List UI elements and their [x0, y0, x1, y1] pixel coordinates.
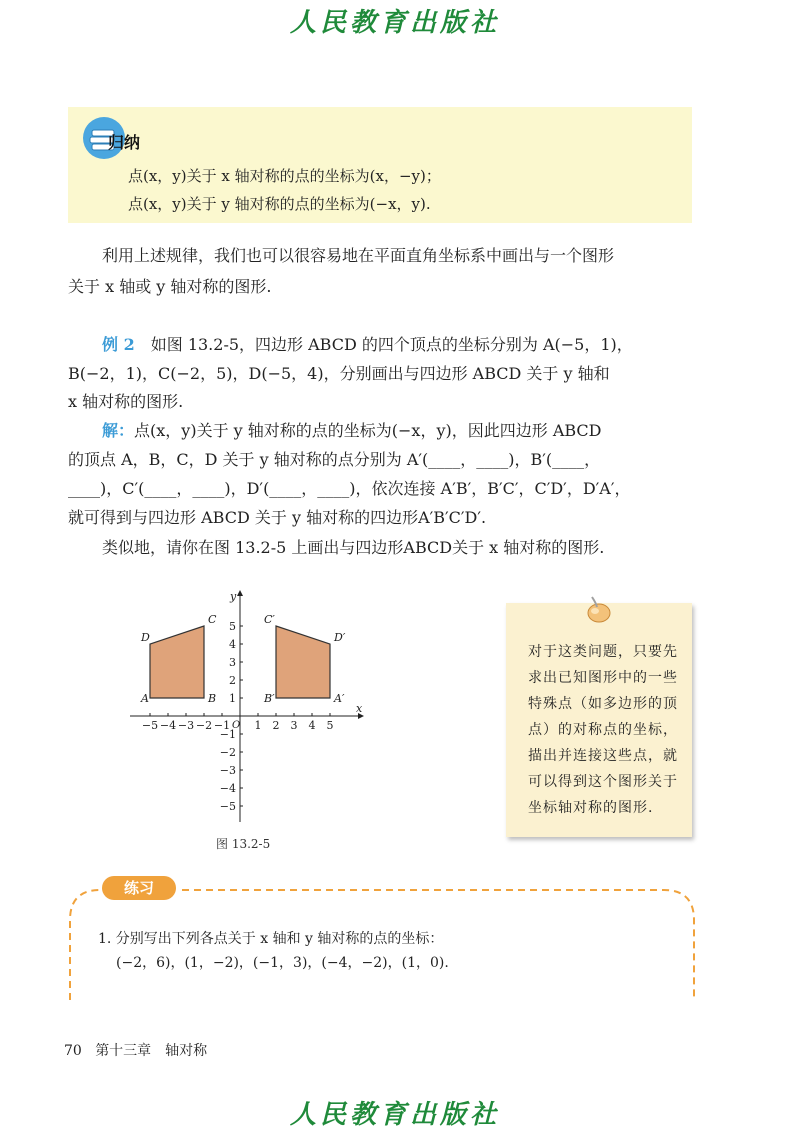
x-tick-label: −1	[213, 719, 231, 732]
vertex-label: C	[208, 613, 217, 626]
x-tick-label: −3	[177, 719, 195, 732]
polygon-1	[150, 626, 204, 698]
summary-line-2: 点(x，y)关于 y 轴对称的点的坐标为(−x，y).	[128, 195, 431, 213]
note-text: 对于这类问题，只要先求出已知图形中的一些特殊点（如多边形的顶点）的对称点的坐标，描出并连接这些点，就可以得到这个图形关于坐标轴对称的图形.	[528, 644, 678, 816]
y-tick-label: 3	[229, 656, 236, 669]
x-axis-label: x	[356, 702, 363, 715]
y-tick-label: −4	[219, 782, 236, 795]
exercise-tab: 练习	[102, 876, 176, 900]
summary-title: 归纳	[108, 133, 141, 152]
solution-line-4: 就可得到与四边形 ABCD 关于 y 轴对称的四边形A′B′C′D′.	[68, 508, 487, 527]
example-text-1: 如图 13.2-5，四边形 ABCD 的四个顶点的坐标分别为 A(−5，1)，	[150, 335, 633, 354]
x-tick-label: 5	[326, 719, 334, 732]
solution-text-1: 点(x，y)关于 y 轴对称的点的坐标为(−x，y)，因此四边形 ABCD	[134, 421, 602, 440]
vertex-label: D′	[334, 631, 346, 644]
thumbtack-icon	[584, 593, 614, 631]
x-tick-label: −2	[195, 719, 213, 732]
exercise-item-1: 1. 分别写出下列各点关于 x 轴和 y 轴对称的点的坐标：	[98, 931, 444, 947]
example-line-3: x 轴对称的图形.	[68, 392, 184, 411]
coordinate-figure	[130, 588, 380, 828]
x-tick-label: 2	[272, 719, 280, 732]
y-tick-label: 5	[229, 620, 236, 633]
page-footer	[64, 1040, 207, 1060]
example-line-1	[102, 337, 633, 353]
y-tick-label: −2	[219, 746, 236, 759]
publisher-logo-bottom: 人民教育出版社	[290, 1100, 501, 1130]
y-tick-label: −3	[219, 764, 236, 777]
y-tick-label: −5	[219, 800, 236, 813]
vertex-label: A′	[334, 692, 345, 705]
solution-line-2: 的顶点 A，B，C，D 关于 y 轴对称的点分别为 A′(____，____)，B′(____，	[68, 450, 601, 469]
origin-label: O	[232, 720, 241, 731]
x-tick-label: 3	[290, 719, 298, 732]
y-tick-label: 4	[229, 638, 236, 651]
vertex-label: C′	[264, 613, 275, 626]
solution-line-1	[102, 423, 602, 439]
follow-up-line: 类似地，请你在图 13.2-5 上画出与四边形ABCD关于 x 轴对称的图形.	[102, 538, 605, 557]
solution-line-3: ____)，C′(____，____)，D′(____，____)，依次连接 A′B′，B′C′，C′D′，D′A′，	[68, 479, 631, 498]
x-tick-label: −4	[159, 719, 177, 732]
note-box	[506, 603, 692, 837]
solution-label: 解：	[102, 421, 135, 440]
page-number: 70	[64, 1043, 82, 1059]
y-tick-label: −1	[219, 728, 236, 741]
example-label: 例 2	[102, 335, 135, 354]
x-tick-label: 4	[308, 719, 316, 732]
publisher-logo-top: 人民教育出版社	[290, 8, 501, 38]
summary-line-1: 点(x，y)关于 x 轴对称的点的坐标为(x，−y)；	[128, 167, 441, 185]
polygon-2	[276, 626, 330, 698]
chapter-title: 第十三章 轴对称	[95, 1043, 208, 1059]
x-tick-label: −5	[141, 719, 159, 732]
paragraph-line-1: 利用上述规律，我们也可以很容易地在平面直角坐标系中画出与一个图形	[102, 246, 615, 265]
vertex-label: D	[141, 631, 150, 644]
example-line-2: B(−2，1)，C(−2，5)，D(−5，4)，分别画出与四边形 ABCD 关于 y 轴和	[68, 364, 610, 383]
y-axis-label: y	[230, 590, 237, 603]
y-axis-arrow	[237, 590, 243, 596]
exercise-item-1-points: (−2，6)，(1，−2)，(−1，3)，(−4，−2)，(1，0).	[116, 955, 449, 971]
x-tick-label: 1	[254, 719, 262, 732]
y-tick-label: 2	[229, 674, 236, 687]
vertex-label: B	[208, 692, 217, 705]
paragraph-line-2: 关于 x 轴或 y 轴对称的图形.	[68, 277, 272, 296]
figure-caption: 图 13.2-5	[216, 837, 271, 851]
y-tick-label: 1	[229, 692, 236, 705]
vertex-label: A	[141, 692, 149, 705]
vertex-label: B′	[264, 692, 275, 705]
